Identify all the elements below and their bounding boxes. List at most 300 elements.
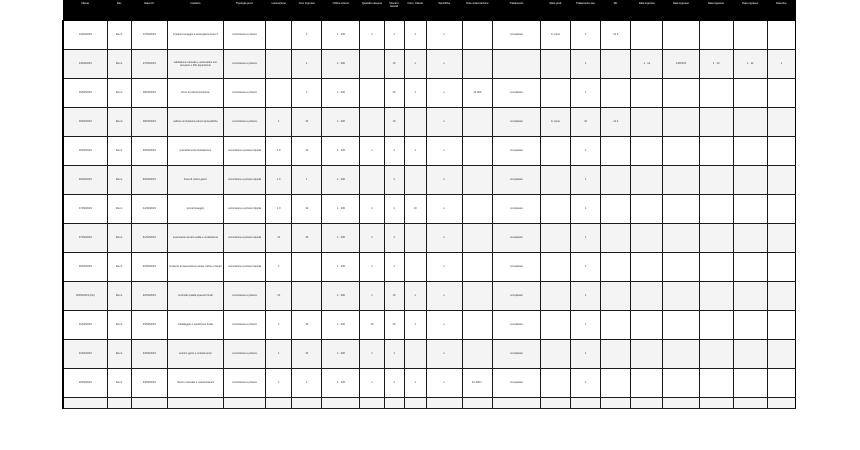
table-cell[interactable]: n.	[426, 253, 462, 282]
table-cell[interactable]: 17/03/2023	[131, 50, 167, 79]
table-cell[interactable]: 1 · 230	[322, 311, 360, 340]
table-cell[interactable]: Rev.1	[107, 166, 131, 195]
table-cell[interactable]: 1 · 230	[322, 79, 360, 108]
table-cell[interactable]	[360, 79, 384, 108]
table-cell[interactable]	[601, 166, 631, 195]
table-cell[interactable]	[404, 398, 426, 409]
table-cell[interactable]	[631, 79, 663, 108]
table-cell[interactable]	[631, 224, 663, 253]
table-cell[interactable]	[404, 340, 426, 369]
table-cell[interactable]: 10	[292, 108, 322, 137]
table-cell[interactable]	[322, 398, 360, 409]
table-cell[interactable]: completato	[492, 195, 540, 224]
table-cell[interactable]: 10	[384, 108, 404, 137]
table-cell[interactable]: 1 · 230	[322, 340, 360, 369]
table-cell[interactable]: 1 · 230	[322, 224, 360, 253]
table-cell[interactable]	[492, 50, 540, 79]
table-cell[interactable]	[601, 137, 631, 166]
table-cell[interactable]: imballaggio e spedizione finale	[167, 311, 223, 340]
table-cell[interactable]: ritocco manuale e mascheratura	[167, 369, 223, 398]
table-cell[interactable]: in corso	[541, 108, 571, 137]
table-cell[interactable]: 1	[292, 50, 322, 79]
table-cell[interactable]	[462, 253, 492, 282]
table-cell[interactable]: 1	[404, 282, 426, 311]
table-cell[interactable]: 1	[404, 369, 426, 398]
table-cell[interactable]	[462, 398, 492, 409]
table-cell[interactable]: Rev.1	[107, 282, 131, 311]
table-cell[interactable]: 17/03/2023	[63, 224, 107, 253]
table-cell[interactable]: Rev.1	[107, 369, 131, 398]
table-cell[interactable]: Rev.1	[107, 50, 131, 79]
table-cell[interactable]: n.	[426, 224, 462, 253]
table-cell[interactable]: completato	[492, 166, 540, 195]
table-cell[interactable]: 20/03/2023	[63, 253, 107, 282]
table-cell[interactable]	[601, 195, 631, 224]
table-cell[interactable]: 1 · 10	[699, 50, 733, 79]
table-cell[interactable]: completato	[492, 79, 540, 108]
table-cell[interactable]	[733, 79, 767, 108]
table-cell[interactable]	[631, 253, 663, 282]
table-cell[interactable]: 12.4	[601, 108, 631, 137]
table-cell[interactable]	[292, 398, 322, 409]
table-cell[interactable]	[107, 398, 131, 409]
table-cell[interactable]: completato	[492, 369, 540, 398]
table-cell[interactable]	[663, 108, 699, 137]
table-cell[interactable]	[601, 224, 631, 253]
table-cell[interactable]: 21/03/2023	[63, 311, 107, 340]
table-cell[interactable]	[767, 369, 795, 398]
table-cell[interactable]: impianto lavaggio e asciugatura linea 3	[167, 21, 223, 50]
table-cell[interactable]	[767, 224, 795, 253]
column-header[interactable]: Trattamento sup.	[571, 1, 601, 21]
table-cell[interactable]	[699, 224, 733, 253]
table-cell[interactable]: 1	[384, 340, 404, 369]
table-cell[interactable]	[699, 369, 733, 398]
table-cell[interactable]	[663, 79, 699, 108]
table-cell[interactable]: 10	[571, 108, 601, 137]
table-cell[interactable]: n.	[426, 369, 462, 398]
table-cell[interactable]	[733, 224, 767, 253]
table-cell[interactable]: 10	[292, 340, 322, 369]
table-cell[interactable]	[541, 253, 571, 282]
table-cell[interactable]: 1	[571, 21, 601, 50]
table-cell[interactable]: Rev.1	[107, 224, 131, 253]
table-cell[interactable]	[699, 21, 733, 50]
table-cell[interactable]	[462, 311, 492, 340]
table-cell[interactable]	[462, 166, 492, 195]
table-cell[interactable]	[631, 311, 663, 340]
table-cell[interactable]: 1	[360, 224, 384, 253]
table-cell[interactable]: 1 · 230	[322, 50, 360, 79]
table-cell[interactable]: Rev.1	[107, 253, 131, 282]
table-cell[interactable]: 10	[384, 311, 404, 340]
table-cell[interactable]	[462, 224, 492, 253]
table-cell[interactable]: 21/03/2023	[131, 224, 167, 253]
column-header[interactable]: Cliente	[63, 1, 107, 21]
table-cell[interactable]	[167, 398, 223, 409]
table-cell[interactable]: completato	[492, 340, 540, 369]
table-cell[interactable]: 1	[571, 79, 601, 108]
table-cell[interactable]	[462, 282, 492, 311]
table-cell[interactable]	[571, 398, 601, 409]
column-header[interactable]: Ordine interno	[322, 1, 360, 21]
column-header[interactable]: Data ingresso	[631, 1, 663, 21]
table-cell[interactable]: Rev.1	[107, 21, 131, 50]
table-cell[interactable]: completato	[492, 282, 540, 311]
table-cell[interactable]: completato	[492, 108, 540, 137]
table-cell[interactable]	[292, 282, 322, 311]
table-cell[interactable]	[631, 282, 663, 311]
column-header[interactable]: Data ingresso	[733, 1, 767, 21]
table-cell[interactable]: linea di carico ganci	[167, 166, 223, 195]
table-cell[interactable]	[541, 282, 571, 311]
column-header[interactable]: Numero bancali	[384, 1, 404, 21]
table-cell[interactable]	[541, 137, 571, 166]
table-cell[interactable]: 1 · 230	[322, 166, 360, 195]
table-cell[interactable]	[767, 398, 795, 409]
table-cell[interactable]: 22/03/2023	[131, 253, 167, 282]
table-row[interactable]	[63, 21, 796, 50]
table-cell[interactable]: verniciatura a polvere liquida	[224, 253, 266, 282]
table-cell[interactable]: verniciatura a polvere	[224, 79, 266, 108]
table-cell[interactable]: completato	[492, 137, 540, 166]
column-header[interactable]: Data ingresso	[663, 1, 699, 21]
column-header[interactable]: Rif.	[601, 1, 631, 21]
table-cell[interactable]: n.	[426, 166, 462, 195]
table-cell[interactable]: Rev.2	[107, 108, 131, 137]
table-cell[interactable]: 1	[266, 108, 292, 137]
table-cell[interactable]	[541, 369, 571, 398]
table-cell[interactable]	[699, 195, 733, 224]
table-cell[interactable]	[462, 50, 492, 79]
table-cell[interactable]	[462, 108, 492, 137]
table-cell[interactable]: 1	[266, 253, 292, 282]
table-cell[interactable]	[699, 137, 733, 166]
table-cell[interactable]	[266, 50, 292, 79]
table-cell[interactable]: cabina verniciatura polveri epossidiche	[167, 108, 223, 137]
table-cell[interactable]	[462, 137, 492, 166]
table-cell[interactable]: sabbiatura manuale e automatica con recupero e filtri aspirazione	[167, 50, 223, 79]
table-cell[interactable]: completato	[492, 21, 540, 50]
table-cell[interactable]: verniciatura a polvere	[224, 282, 266, 311]
table-row[interactable]	[63, 224, 796, 253]
table-cell[interactable]: 10	[384, 50, 404, 79]
table-cell[interactable]	[663, 282, 699, 311]
table-cell[interactable]: 12.400	[462, 79, 492, 108]
table-cell[interactable]	[663, 253, 699, 282]
table-cell[interactable]: tunnel lavaggio	[167, 195, 223, 224]
table-cell[interactable]	[663, 166, 699, 195]
table-cell[interactable]	[767, 166, 795, 195]
column-header[interactable]: Data fine	[767, 1, 795, 21]
table-cell[interactable]	[404, 108, 426, 137]
table-cell[interactable]: 1	[360, 137, 384, 166]
table-cell[interactable]: n.	[426, 311, 462, 340]
table-cell[interactable]: 1	[384, 253, 404, 282]
table-cell[interactable]: 21/03/2023	[63, 340, 107, 369]
table-cell[interactable]: 12.4	[601, 21, 631, 50]
table-cell[interactable]: 10	[266, 282, 292, 311]
table-cell[interactable]: 1	[571, 282, 601, 311]
table-cell[interactable]: 1	[404, 311, 426, 340]
table-cell[interactable]: 1	[384, 21, 404, 50]
table-cell[interactable]: 1	[571, 224, 601, 253]
table-cell[interactable]: 23/03/2023	[131, 311, 167, 340]
column-header[interactable]: Trattamento	[492, 1, 540, 21]
table-cell[interactable]	[663, 340, 699, 369]
column-header[interactable]: Data ingresso	[699, 1, 733, 21]
table-cell[interactable]: Rev.1	[107, 195, 131, 224]
table-row[interactable]	[63, 253, 796, 282]
table-cell[interactable]	[733, 282, 767, 311]
table-row[interactable]	[63, 282, 796, 311]
table-cell[interactable]: verniciatura a polvere liquida	[224, 224, 266, 253]
table-cell[interactable]: 10	[384, 282, 404, 311]
table-cell[interactable]: verniciatura a polvere	[224, 311, 266, 340]
table-cell[interactable]	[601, 253, 631, 282]
table-cell[interactable]	[663, 224, 699, 253]
table-cell[interactable]: 1	[384, 224, 404, 253]
table-cell[interactable]: 23/03/2023	[131, 340, 167, 369]
table-cell[interactable]	[266, 79, 292, 108]
table-cell[interactable]: verniciatura a polvere liquida	[224, 166, 266, 195]
table-cell[interactable]	[541, 340, 571, 369]
table-cell[interactable]	[733, 195, 767, 224]
table-cell[interactable]: 1.0	[266, 166, 292, 195]
table-cell[interactable]: 17/03/2023	[63, 195, 107, 224]
column-header[interactable]: Cons. Cliente	[404, 1, 426, 21]
table-cell[interactable]: n.	[426, 21, 462, 50]
table-row[interactable]	[63, 79, 796, 108]
table-cell[interactable]: completato	[492, 311, 540, 340]
table-cell[interactable]	[663, 398, 699, 409]
table-cell[interactable]	[733, 253, 767, 282]
table-cell[interactable]: completato	[492, 253, 540, 282]
table-cell[interactable]: 1.0	[266, 195, 292, 224]
table-cell[interactable]: verniciatura a polvere	[224, 369, 266, 398]
table-cell[interactable]	[767, 137, 795, 166]
table-cell[interactable]	[767, 108, 795, 137]
table-cell[interactable]: 15/03/2023	[63, 108, 107, 137]
table-cell[interactable]: 22/03/2023	[63, 369, 107, 398]
table-cell[interactable]: 1	[360, 369, 384, 398]
table-cell[interactable]: 10	[404, 195, 426, 224]
table-cell[interactable]	[699, 108, 733, 137]
table-cell[interactable]	[404, 253, 426, 282]
table-cell[interactable]	[767, 311, 795, 340]
table-cell[interactable]: 1	[384, 195, 404, 224]
table-cell[interactable]: verniciatura a polvere	[224, 21, 266, 50]
table-cell[interactable]: 10	[292, 224, 322, 253]
table-cell[interactable]: verniciatura a polvere	[224, 50, 266, 79]
table-cell[interactable]	[404, 166, 426, 195]
table-cell[interactable]: 1.0	[266, 137, 292, 166]
table-cell[interactable]: verniciatura a polvere liquida	[224, 195, 266, 224]
table-cell[interactable]: 1	[360, 340, 384, 369]
table-row[interactable]	[63, 311, 796, 340]
table-cell[interactable]	[733, 137, 767, 166]
table-cell[interactable]: 1	[384, 137, 404, 166]
table-cell[interactable]: 1	[571, 340, 601, 369]
table-cell[interactable]	[601, 79, 631, 108]
table-cell[interactable]: 21/03/2023	[131, 195, 167, 224]
table-cell[interactable]	[541, 311, 571, 340]
table-cell[interactable]	[462, 21, 492, 50]
table-cell[interactable]: 1 · 230	[322, 253, 360, 282]
table-cell[interactable]	[384, 398, 404, 409]
table-cell[interactable]	[663, 21, 699, 50]
table-cell[interactable]	[767, 282, 795, 311]
column-header[interactable]: Data Ult.	[131, 1, 167, 21]
table-cell[interactable]: 1	[266, 369, 292, 398]
table-cell[interactable]: 1	[404, 21, 426, 50]
table-cell[interactable]: 1	[360, 253, 384, 282]
column-header[interactable]: Cod. Ingresso	[292, 1, 322, 21]
table-cell[interactable]	[631, 340, 663, 369]
table-cell[interactable]: 1	[404, 137, 426, 166]
table-cell[interactable]	[767, 195, 795, 224]
table-cell[interactable]	[663, 369, 699, 398]
table-cell[interactable]: 22/03/2023	[131, 282, 167, 311]
table-cell[interactable]	[360, 50, 384, 79]
table-cell[interactable]: 1	[571, 369, 601, 398]
table-cell[interactable]: 1	[292, 21, 322, 50]
table-cell[interactable]	[131, 398, 167, 409]
table-cell[interactable]: 10	[266, 224, 292, 253]
table-cell[interactable]: 1 · 230	[322, 195, 360, 224]
table-cell[interactable]: 1	[384, 166, 404, 195]
table-cell[interactable]: 1	[292, 79, 322, 108]
table-cell[interactable]	[631, 21, 663, 50]
table-cell[interactable]	[733, 108, 767, 137]
table-cell[interactable]: scarico ganci e smistamento	[167, 340, 223, 369]
table-cell[interactable]	[699, 311, 733, 340]
table-cell[interactable]	[360, 108, 384, 137]
table-cell[interactable]	[601, 369, 631, 398]
table-cell[interactable]: 1	[404, 50, 426, 79]
table-cell[interactable]: 1	[571, 253, 601, 282]
table-row[interactable]	[63, 340, 796, 369]
table-cell[interactable]	[541, 79, 571, 108]
table-cell[interactable]	[63, 398, 107, 409]
table-cell[interactable]	[663, 311, 699, 340]
table-cell[interactable]	[601, 340, 631, 369]
table-cell[interactable]	[266, 398, 292, 409]
table-cell[interactable]: 1 · 14	[631, 50, 663, 79]
table-cell[interactable]	[767, 21, 795, 50]
table-cell[interactable]: n.	[426, 50, 462, 79]
table-cell[interactable]: n.	[426, 195, 462, 224]
column-header[interactable]: Tipologia prod.	[224, 1, 266, 21]
table-cell[interactable]: 1 · 230	[322, 108, 360, 137]
table-cell[interactable]: 18/03/2023	[131, 79, 167, 108]
table-cell[interactable]	[699, 166, 733, 195]
table-cell[interactable]	[767, 79, 795, 108]
table-cell[interactable]	[601, 282, 631, 311]
table-cell[interactable]: 1 · 230	[322, 282, 360, 311]
table-cell[interactable]: verniciatura a polvere	[224, 340, 266, 369]
table-cell[interactable]	[292, 253, 322, 282]
table-cell[interactable]: 1	[571, 311, 601, 340]
table-cell[interactable]: impianto di depurazione acque reflue e fanghi	[167, 253, 223, 282]
table-cell[interactable]: Rev.1	[107, 137, 131, 166]
table-cell[interactable]	[631, 137, 663, 166]
column-header[interactable]: Impianto	[167, 1, 223, 21]
table-cell[interactable]	[492, 398, 540, 409]
table-cell[interactable]	[266, 21, 292, 50]
table-cell[interactable]	[224, 398, 266, 409]
table-cell[interactable]: 14/03/23	[663, 50, 699, 79]
table-cell[interactable]: 10	[292, 195, 322, 224]
table-cell[interactable]: 1	[571, 195, 601, 224]
column-header[interactable]: Quantità cassone	[360, 1, 384, 21]
table-cell[interactable]	[699, 398, 733, 409]
column-header[interactable]: Specifiche	[426, 1, 462, 21]
table-cell[interactable]: Rev.2	[107, 79, 131, 108]
table-cell[interactable]	[699, 79, 733, 108]
table-cell[interactable]: in corso	[541, 21, 571, 50]
table-cell[interactable]: 16/03/2023	[63, 166, 107, 195]
table-cell[interactable]	[733, 398, 767, 409]
table-cell[interactable]	[541, 166, 571, 195]
table-cell[interactable]: 1	[571, 50, 601, 79]
table-cell[interactable]: completato	[492, 224, 540, 253]
table-cell[interactable]: 16/03/2023	[63, 137, 107, 166]
table-cell[interactable]	[631, 108, 663, 137]
table-cell[interactable]: n.	[426, 108, 462, 137]
table-cell[interactable]: 1	[767, 50, 795, 79]
table-cell[interactable]: 18/03/2023	[131, 108, 167, 137]
table-cell[interactable]: 1	[404, 79, 426, 108]
table-cell[interactable]	[601, 311, 631, 340]
table-cell[interactable]: n.	[426, 137, 462, 166]
table-cell[interactable]: 1	[360, 21, 384, 50]
table-cell[interactable]	[360, 398, 384, 409]
table-row[interactable]	[63, 50, 796, 79]
table-cell[interactable]: 1	[292, 369, 322, 398]
table-cell[interactable]	[733, 369, 767, 398]
table-cell[interactable]: verniciatura a polvere	[224, 108, 266, 137]
table-cell[interactable]: Rev.1	[107, 340, 131, 369]
table-cell[interactable]: 1 · 230	[322, 369, 360, 398]
table-cell[interactable]	[541, 50, 571, 79]
table-cell[interactable]	[699, 253, 733, 282]
table-cell[interactable]	[601, 50, 631, 79]
table-cell[interactable]	[663, 137, 699, 166]
table-cell[interactable]: 14/03/2023	[63, 50, 107, 79]
table-row[interactable]	[63, 195, 796, 224]
column-header[interactable]: Rev	[107, 1, 131, 21]
table-cell[interactable]	[663, 195, 699, 224]
table-cell[interactable]	[767, 253, 795, 282]
table-cell[interactable]	[426, 398, 462, 409]
table-cell[interactable]	[699, 340, 733, 369]
table-cell[interactable]: 1	[266, 311, 292, 340]
table-cell[interactable]: 12.400 n.	[462, 369, 492, 398]
table-cell[interactable]: 10	[292, 137, 322, 166]
table-cell[interactable]: controllo qualità spessori finali	[167, 282, 223, 311]
table-cell[interactable]: 1 · 12	[733, 50, 767, 79]
table-cell[interactable]: 14/03/2023	[63, 21, 107, 50]
table-cell[interactable]	[462, 195, 492, 224]
table-cell[interactable]: 15/03/2023	[63, 79, 107, 108]
table-row[interactable]	[63, 137, 796, 166]
table-cell[interactable]	[360, 166, 384, 195]
table-cell[interactable]	[541, 195, 571, 224]
table-cell[interactable]: 1	[360, 282, 384, 311]
column-header[interactable]: Stato prod.	[541, 1, 571, 21]
table-cell[interactable]: 1	[360, 195, 384, 224]
